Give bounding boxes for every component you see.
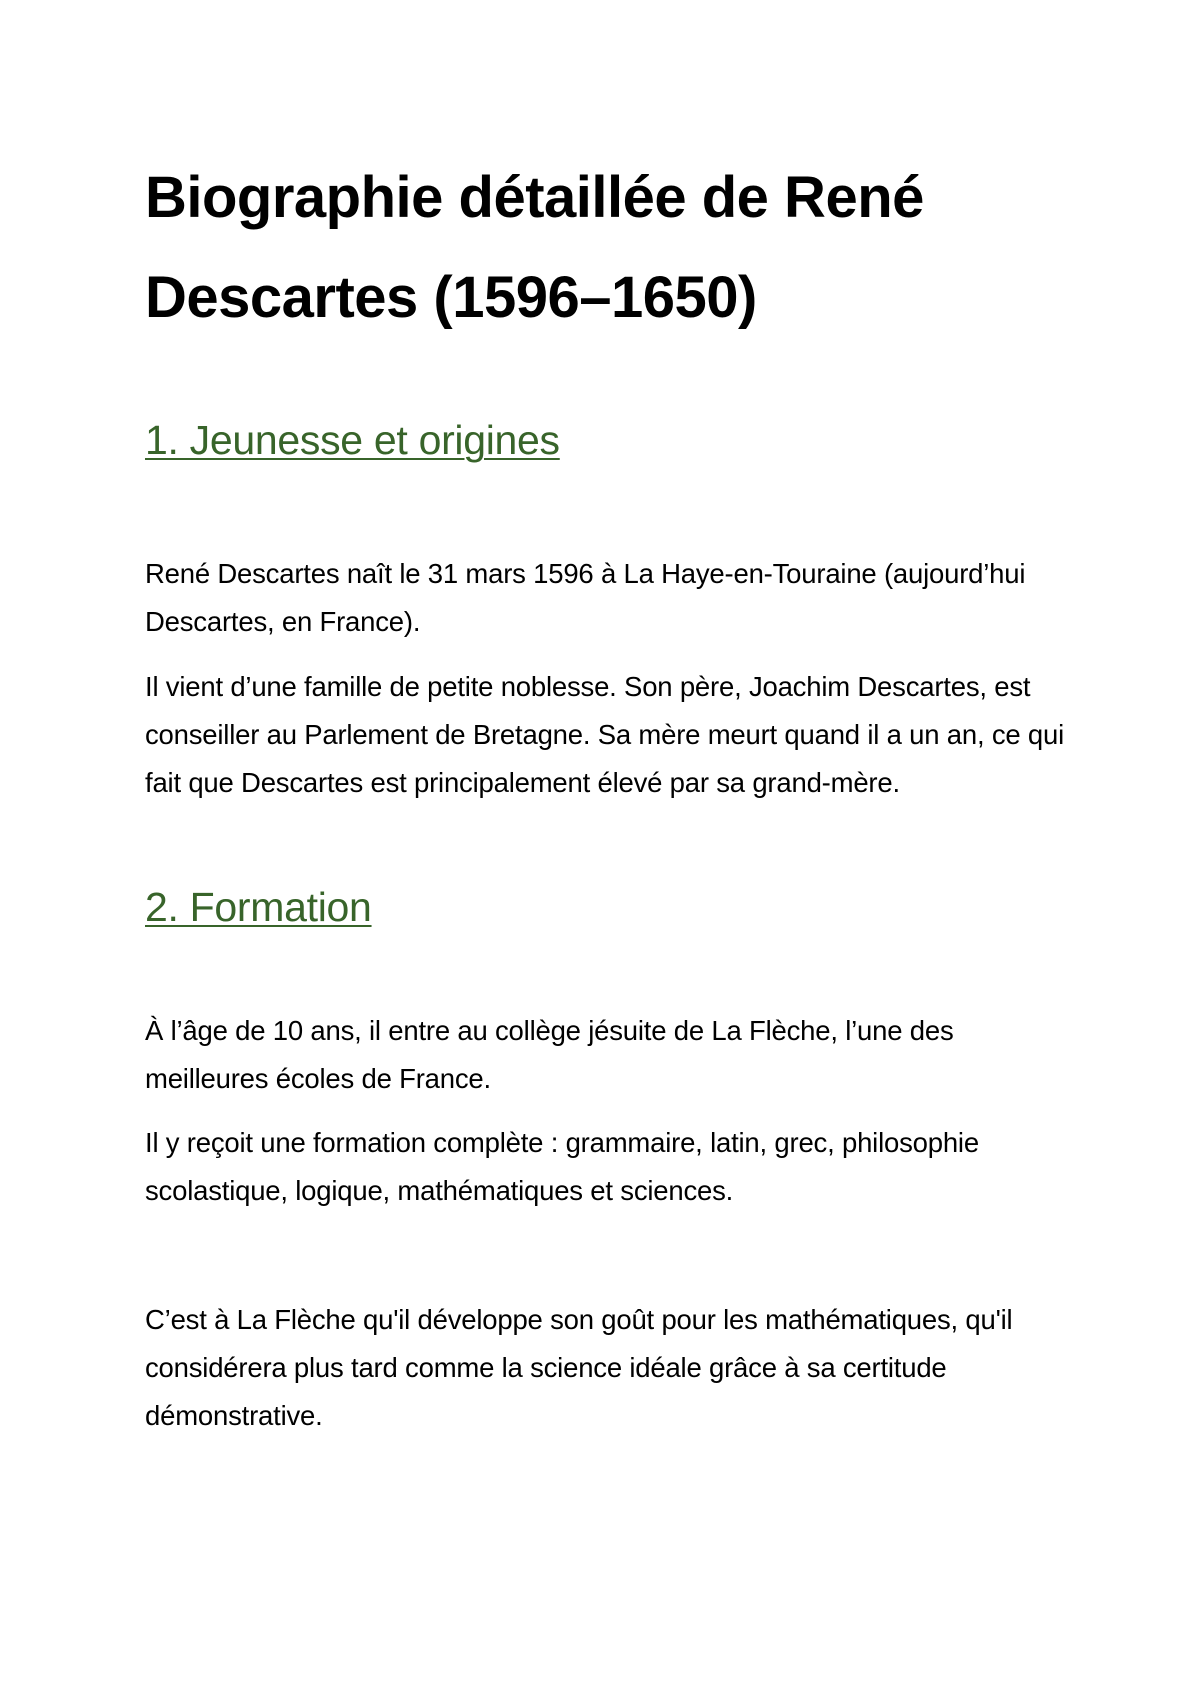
paragraph: René Descartes naît le 31 mars 1596 à La Haye-en-Touraine (aujourd’hui Descartes, en France). — [145, 558, 1026, 637]
document-title: Biographie détaillée de René Descartes (1596–1650) — [145, 165, 924, 330]
paragraph: À l’âge de 10 ans, il entre au collège jésuite de La Flèche, l’une des meilleures écoles de France. — [145, 1015, 954, 1094]
paragraph: C’est à La Flèche qu'il développe son goût pour les mathématiques, qu'il considérera plus tard comme la science idéale grâce à sa certitude démonstrative. — [145, 1304, 1013, 1431]
section-heading-jeunesse: 1. Jeunesse et origines — [145, 417, 560, 463]
section-heading-formation: 2. Formation — [145, 884, 372, 930]
paragraph: Il vient d’une famille de petite noblesse. Son père, Joachim Descartes, est conseiller au Parlement de Bretagne. Sa mère meurt quand il a un an, ce qui fait que Descartes est principalement élevé par sa grand-mère. — [145, 671, 1065, 798]
paragraph: Il y reçoit une formation complète : grammaire, latin, grec, philosophie scolastique, logique, mathématiques et sciences. — [145, 1127, 979, 1206]
document-body — [145, 148, 1075, 1440]
